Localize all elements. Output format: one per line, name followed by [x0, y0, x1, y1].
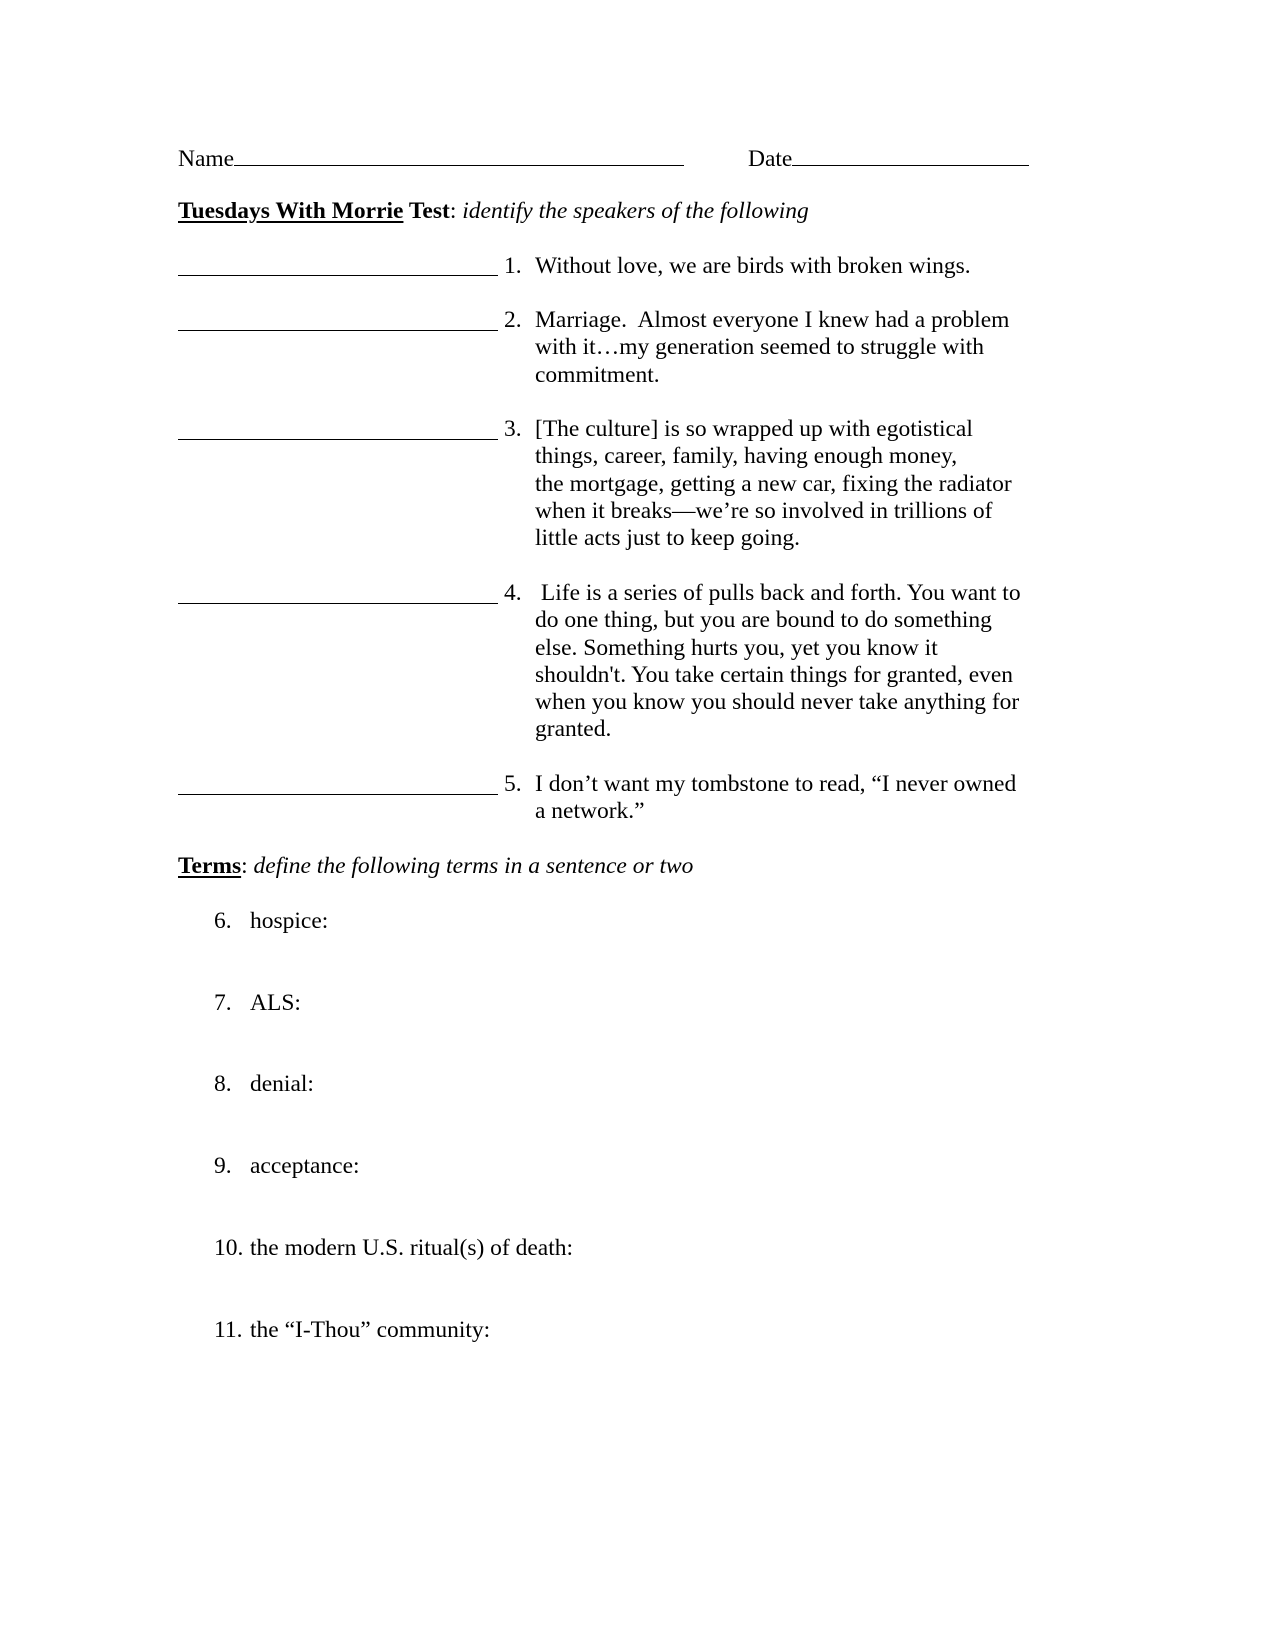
answer-blank-1[interactable]	[178, 275, 498, 276]
date-field[interactable]	[748, 143, 1029, 173]
question-line: when you know you should never take anything for	[535, 689, 1020, 716]
term-number: 9.	[214, 1153, 232, 1179]
question-text-4	[535, 580, 1055, 744]
term-number: 6.	[214, 908, 232, 934]
term-item	[214, 1317, 490, 1344]
answer-blank-2[interactable]	[178, 330, 498, 331]
term-number: 10.	[214, 1235, 244, 1261]
question-text-5	[535, 771, 1055, 826]
question-line: Marriage. Almost everyone I knew had a problem	[535, 307, 1010, 333]
name-label: Name	[178, 146, 235, 172]
date-label: Date	[748, 146, 793, 172]
term-label: ALS:	[250, 990, 301, 1016]
term-item	[214, 1153, 360, 1180]
question-number: 3.	[504, 416, 522, 442]
question-line: I don’t want my tombstone to read, “I never owned	[535, 771, 1017, 797]
question-line: little acts just to keep going.	[535, 525, 800, 552]
terms-title: Terms	[178, 853, 242, 879]
question-text-3	[535, 416, 1055, 552]
question-text-2	[535, 307, 1055, 389]
name-blank[interactable]	[234, 143, 684, 166]
term-item	[214, 1235, 573, 1262]
heading-colon: :	[241, 853, 248, 879]
question-line: when it breaks—we’re so involved in trillions of	[535, 497, 993, 524]
section-heading-speakers	[178, 198, 809, 225]
question-number: 2.	[504, 307, 522, 333]
answer-blank-3[interactable]	[178, 439, 498, 440]
section-instruction: define the following terms in a sentence or two	[247, 853, 694, 879]
term-label: the modern U.S. ritual(s) of death:	[250, 1235, 574, 1261]
question-number: 1.	[504, 253, 522, 279]
question-line: granted.	[535, 716, 612, 743]
term-item	[214, 1071, 314, 1098]
question-line: shouldn't. You take certain things for granted, even	[535, 661, 1014, 688]
term-label: hospice:	[250, 908, 329, 934]
question-line: do one thing, but you are bound to do something	[535, 607, 992, 634]
question-line: Without love, we are birds with broken wings.	[535, 253, 971, 279]
question-line: the mortgage, getting a new car, fixing the radiator	[535, 470, 1012, 497]
term-number: 7.	[214, 990, 232, 1016]
question-number: 5.	[504, 771, 522, 797]
answer-blank-5[interactable]	[178, 794, 498, 795]
term-number: 11.	[214, 1317, 243, 1343]
question-line: with it…my generation seemed to struggle with	[535, 334, 985, 361]
term-label: denial:	[250, 1071, 314, 1097]
term-item	[214, 908, 328, 935]
section-heading-terms	[178, 853, 693, 880]
question-line: else. Something hurts you, yet you know it	[535, 634, 938, 661]
date-blank[interactable]	[792, 143, 1029, 166]
term-number: 8.	[214, 1071, 232, 1097]
answer-blank-4[interactable]	[178, 603, 498, 604]
name-field[interactable]	[178, 143, 684, 173]
question-line: Life is a series of pulls back and forth. You want to	[535, 580, 1021, 606]
term-label: the “I-Thou” community:	[250, 1317, 491, 1343]
book-title: Tuesdays With Morrie	[178, 198, 404, 224]
question-text-1	[535, 253, 1055, 280]
question-line: [The culture] is so wrapped up with egotistical	[535, 416, 973, 442]
heading-colon: :	[449, 198, 457, 224]
section-instruction: identify the speakers of the following	[456, 198, 809, 224]
question-line: commitment.	[535, 361, 660, 388]
question-line: a network.”	[535, 798, 645, 825]
question-number: 4.	[504, 580, 522, 606]
term-item	[214, 990, 301, 1017]
question-line: things, career, family, having enough money,	[535, 443, 958, 470]
term-label: acceptance:	[250, 1153, 360, 1179]
test-label: Test	[403, 198, 450, 224]
